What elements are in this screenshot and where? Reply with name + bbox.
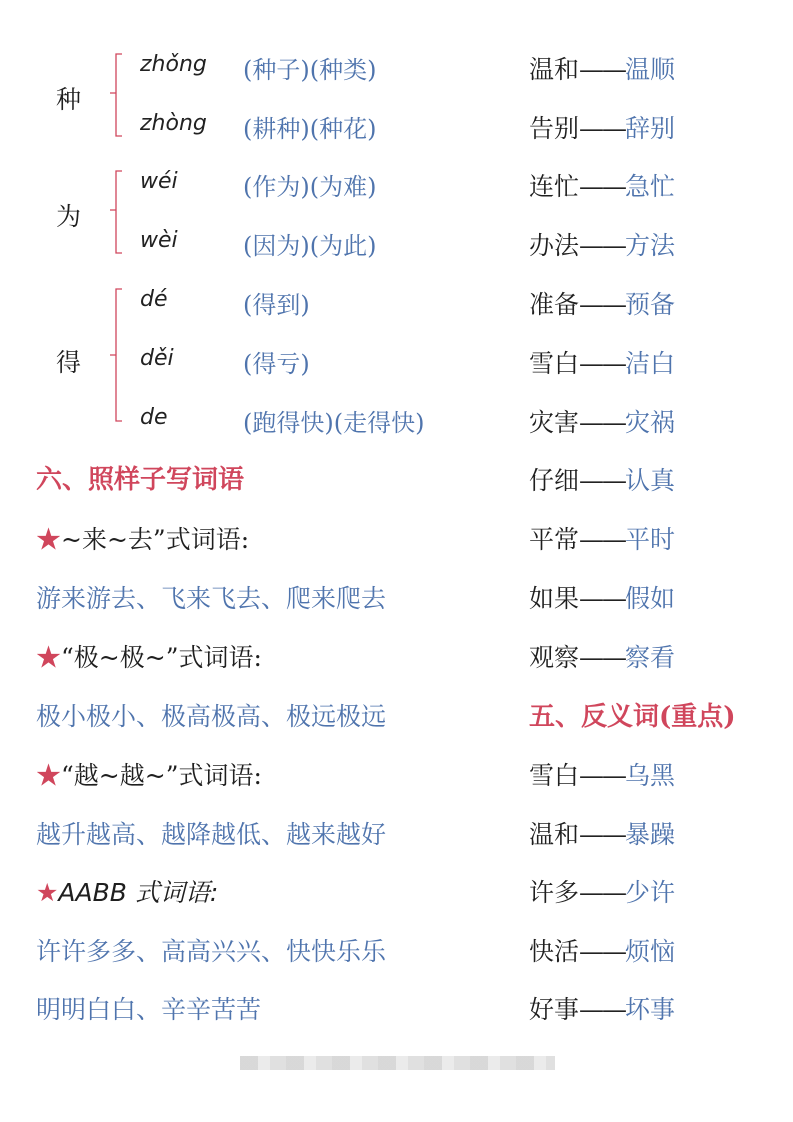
pattern-examples: 游来游去、飞来飞去、爬来爬去	[36, 584, 387, 613]
pattern-examples: 许许多多、高高兴兴、快快乐乐	[36, 937, 387, 966]
pattern-label: ★“极~极~”式词语:	[36, 643, 262, 672]
pattern-examples: 越升越高、越降越低、越来越好	[36, 820, 387, 849]
example-words: (跑得快)(走得快)	[243, 409, 425, 437]
example-words: (作为)(为难)	[243, 173, 377, 201]
pattern-examples: 极小极小、极高极高、极远极远	[36, 702, 387, 731]
example-words: (得亏)	[243, 350, 310, 378]
brace-icon	[108, 169, 124, 255]
antonym-pair: 快活——烦恼	[529, 937, 676, 966]
star-icon: ★	[36, 643, 62, 672]
synonym-pair: 温和——温顺	[529, 55, 676, 84]
pinyin: wéi	[140, 169, 178, 194]
pinyin: děi	[140, 346, 174, 371]
synonym-pair: 准备——预备	[529, 290, 676, 319]
synonym-pair: 连忙——急忙	[529, 172, 676, 201]
pinyin: dé	[140, 287, 168, 312]
example-words: (因为)(为此)	[243, 232, 377, 260]
antonym-pair: 温和——暴躁	[529, 820, 676, 849]
star-icon: ★	[36, 761, 62, 790]
brace-icon	[108, 52, 124, 138]
pattern-label: ★~来~去”式词语:	[36, 525, 250, 554]
section-heading: 五、反义词(重点)	[529, 702, 736, 732]
section-heading: 六、照样子写词语	[36, 465, 245, 495]
star-icon: ★	[36, 878, 59, 907]
pinyin: zhǒng	[140, 52, 207, 77]
polyphone-char: 为	[56, 202, 82, 231]
antonym-pair: 许多——少许	[529, 878, 676, 907]
footer-watermark	[240, 1056, 555, 1070]
antonym-pair: 雪白——乌黑	[529, 761, 676, 790]
pattern-label: ★“越~越~”式词语:	[36, 761, 262, 790]
synonym-pair: 如果——假如	[529, 584, 676, 613]
pattern-examples: 明明白白、辛辛苦苦	[36, 995, 262, 1024]
synonym-pair: 告别——辞别	[529, 114, 676, 143]
pinyin: wèi	[140, 228, 178, 253]
example-words: (耕种)(种花)	[243, 115, 377, 143]
pinyin: de	[140, 405, 168, 430]
brace-icon	[108, 287, 124, 423]
synonym-pair: 办法——方法	[529, 231, 676, 260]
synonym-pair: 雪白——洁白	[529, 349, 676, 378]
synonym-pair: 仔细——认真	[529, 466, 676, 495]
example-words: (种子)(种类)	[243, 56, 377, 84]
star-icon: ★	[36, 525, 62, 554]
synonym-pair: 平常——平时	[529, 525, 676, 554]
pattern-label: ★AABB 式词语:	[36, 878, 219, 907]
pinyin: zhòng	[140, 111, 207, 136]
polyphone-char: 种	[56, 85, 82, 114]
antonym-pair: 好事——坏事	[529, 995, 676, 1024]
synonym-pair: 观察——察看	[529, 643, 676, 672]
example-words: (得到)	[243, 291, 310, 319]
synonym-pair: 灾害——灾祸	[529, 408, 676, 437]
polyphone-char: 得	[56, 348, 82, 377]
